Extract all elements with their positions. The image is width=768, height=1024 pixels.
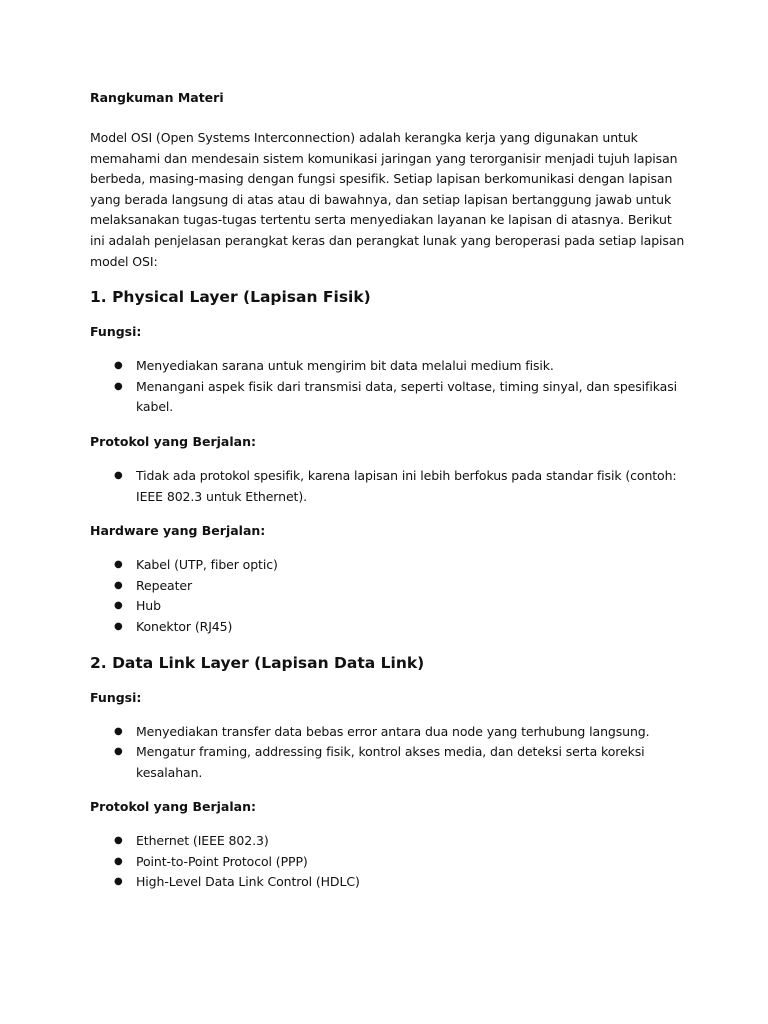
list-item [90,356,690,377]
protokol-heading: Protokol yang Berjalan: [90,433,256,449]
list-item [90,742,690,783]
list-item-text: Repeater [136,577,193,593]
bullet-icon: ● [114,559,123,571]
list-item-text: Menyediakan sarana untuk mengirim bit data melalui medium fisik. [136,358,554,374]
list-item [90,852,690,873]
list-item [90,576,690,597]
fungsi-list [90,356,690,418]
fungsi-list [90,722,690,784]
document-page [90,88,690,907]
bullet-icon: ● [114,469,123,481]
bullet-icon: ● [114,876,123,888]
list-item [90,872,690,893]
list-item [90,466,690,507]
fungsi-heading: Fungsi: [90,324,142,340]
list-item [90,831,690,852]
protokol-heading: Protokol yang Berjalan: [90,799,256,815]
list-item [90,555,690,576]
list-item [90,617,690,638]
section-heading: 2. Data Link Layer (Lapisan Data Link) [90,653,425,672]
list-item [90,722,690,743]
protokol-list [90,831,690,893]
list-item-text: Mengatur framing, addressing fisik, kontrol akses media, dan deteksi serta koreksi kesalahan. [136,744,645,780]
bullet-icon: ● [114,600,123,612]
list-item-text: Menangani aspek fisik dari transmisi data, seperti voltase, timing sinyal, dan spesifikasi kabel. [136,378,677,415]
section-physical-layer [90,286,690,637]
bullet-icon: ● [114,360,123,372]
hardware-list [90,555,690,637]
list-item-text: Konektor (RJ45) [136,618,233,634]
document-title: Rangkuman Materi [90,90,224,105]
bullet-icon: ● [114,835,123,847]
bullet-icon: ● [114,579,123,591]
bullet-icon: ● [114,620,123,632]
list-item-text: Hub [136,598,161,614]
section-heading: 1. Physical Layer (Lapisan Fisik) [90,288,371,307]
list-item [90,596,690,617]
list-item-text: Kabel (UTP, fiber optic) [136,557,278,573]
hardware-heading: Hardware yang Berjalan: [90,523,266,539]
list-item-text: Point-to-Point Protocol (PPP) [136,853,308,869]
bullet-icon: ● [114,746,123,758]
section-data-link-layer [90,652,690,894]
fungsi-heading: Fungsi: [90,689,142,705]
protokol-list [90,466,690,507]
list-item-text: High-Level Data Link Control (HDLC) [136,874,360,890]
intro-paragraph: Model OSI (Open Systems Interconnection) adalah kerangka kerja yang digunakan untuk memahami dan mendesain sistem komunikasi jaringan yang terorganisir menjadi tujuh lapisan berbeda, masing-masing dengan fungsi spesifik. Setiap lapisan berkomunikasi dengan lapisan yang berada langsung di atas atau di bawahnya, dan setiap lapisan bertanggung jawab untuk melaksanakan tugas-tugas tertentu serta menyediakan layanan ke lapisan di atasnya. Berikut ini adalah penjelasan perangkat keras dan perangkat lunak yang beroperasi pada setiap lapisan model OSI: [90,130,685,269]
list-item-text: Ethernet (IEEE 802.3) [136,833,269,849]
list-item [90,377,690,418]
bullet-icon: ● [114,855,123,867]
bullet-icon: ● [114,725,123,737]
list-item-text: Tidak ada protokol spesifik, karena lapisan ini lebih berfokus pada standar fisik (contoh: IEEE 802.3 untuk Ethernet). [136,467,677,504]
list-item-text: Menyediakan transfer data bebas error antara dua node yang terhubung langsung. [136,723,650,739]
bullet-icon: ● [114,380,123,392]
